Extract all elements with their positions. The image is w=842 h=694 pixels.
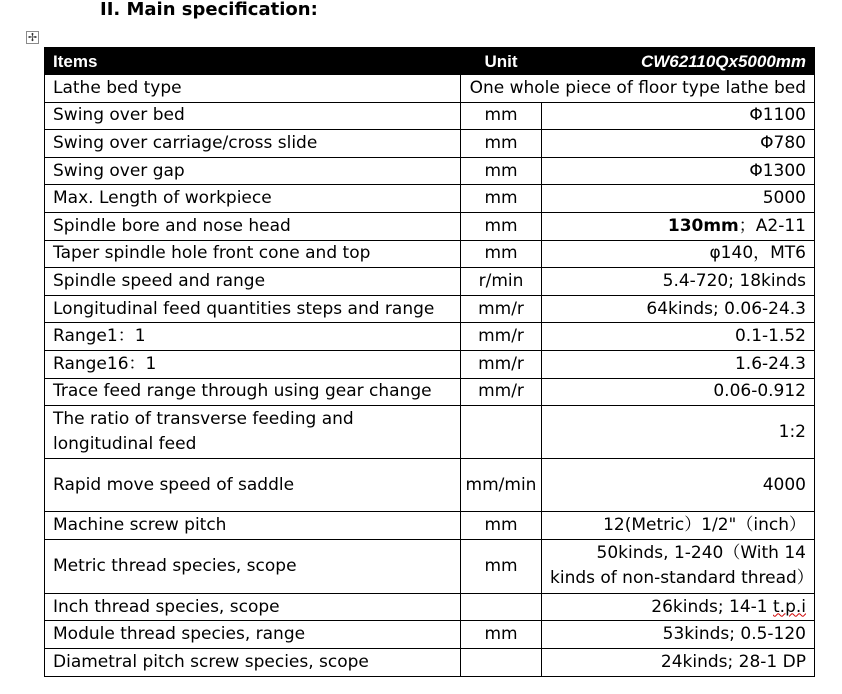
table-row <box>45 539 815 593</box>
table-move-handle-icon[interactable]: ✢ <box>27 31 38 44</box>
unit-cell: mm <box>461 102 542 130</box>
value-cell: 5000 <box>542 185 815 213</box>
unit-cell: mm <box>461 621 542 649</box>
item-cell: Rapid move speed of saddle <box>45 459 461 512</box>
value-cell: One whole piece of floor type lathe bed <box>461 75 815 103</box>
item-cell: Range1：1 <box>45 323 461 351</box>
unit-cell: mm <box>461 185 542 213</box>
specification-table <box>44 47 815 677</box>
unit-cell: mm <box>461 157 542 185</box>
table-row <box>45 350 815 378</box>
item-cell: Trace feed range through using gear change <box>45 378 461 406</box>
table-row <box>45 75 815 103</box>
table-row <box>45 157 815 185</box>
value-cell: 50kinds, 1-240（With 14 kinds of non-standard thread） <box>542 539 815 593</box>
unit-cell: mm <box>461 212 542 240</box>
unit-cell <box>461 406 542 459</box>
table-row <box>45 406 815 459</box>
table-row <box>45 268 815 296</box>
value-rest: ；A2-11 <box>738 215 806 236</box>
table-row <box>45 512 815 540</box>
table-row <box>45 295 815 323</box>
unit-cell: mm <box>461 512 542 540</box>
table-header-row <box>45 48 815 75</box>
unit-cell: mm <box>461 539 542 593</box>
item-cell: The ratio of transverse feeding and longitudinal feed <box>45 406 461 459</box>
value-cell: 1:2 <box>542 406 815 459</box>
item-cell: Metric thread species, scope <box>45 539 461 593</box>
value-cell: 12(Metric）1/2"（inch） <box>542 512 815 540</box>
table-row <box>45 621 815 649</box>
item-cell: Swing over carriage/cross slide <box>45 130 461 158</box>
value-text: 26kinds; 14-1 <box>651 596 773 617</box>
value-cell: 64kinds; 0.06-24.3 <box>542 295 815 323</box>
item-cell: Spindle bore and nose head <box>45 212 461 240</box>
table-row <box>45 185 815 213</box>
table-row <box>45 323 815 351</box>
item-cell: Module thread species, range <box>45 621 461 649</box>
item-cell: Machine screw pitch <box>45 512 461 540</box>
table-row <box>45 648 815 676</box>
header-items: Items <box>45 48 461 75</box>
value-cell: 24kinds; 28-1 DP <box>542 648 815 676</box>
value-cell: φ140，MT6 <box>542 240 815 268</box>
value-cell: 0.06-0.912 <box>542 378 815 406</box>
item-cell: Range16：1 <box>45 350 461 378</box>
header-unit: Unit <box>461 48 542 75</box>
value-cell: 0.1-1.52 <box>542 323 815 351</box>
unit-cell: mm/r <box>461 323 542 351</box>
item-cell: Longitudinal feed quantities steps and range <box>45 295 461 323</box>
value-cell: 4000 <box>542 459 815 512</box>
value-cell: 1.6-24.3 <box>542 350 815 378</box>
value-bold: 130mm <box>667 215 739 236</box>
unit-cell: mm/r <box>461 378 542 406</box>
unit-cell <box>461 648 542 676</box>
unit-cell: mm <box>461 130 542 158</box>
unit-cell: r/min <box>461 268 542 296</box>
item-cell: Diametral pitch screw species, scope <box>45 648 461 676</box>
value-cell: 5.4-720; 18kinds <box>542 268 815 296</box>
table-row <box>45 459 815 512</box>
unit-cell: mm/min <box>461 459 542 512</box>
item-cell: Inch thread species, scope <box>45 593 461 621</box>
item-cell: Taper spindle hole front cone and top <box>45 240 461 268</box>
header-model: CW62110Qx5000mm <box>542 48 815 75</box>
item-cell: Max. Length of workpiece <box>45 185 461 213</box>
unit-cell <box>461 593 542 621</box>
item-cell: Swing over bed <box>45 102 461 130</box>
table-row <box>45 102 815 130</box>
table-row <box>45 378 815 406</box>
unit-cell: mm/r <box>461 295 542 323</box>
table-row <box>45 130 815 158</box>
table-row <box>45 593 815 621</box>
value-cell <box>542 212 815 240</box>
item-cell: Lathe bed type <box>45 75 461 103</box>
value-cell: Φ780 <box>542 130 815 158</box>
unit-cell: mm/r <box>461 350 542 378</box>
unit-cell: mm <box>461 240 542 268</box>
section-heading: II. Main specification: <box>100 0 318 20</box>
value-cell: Φ1300 <box>542 157 815 185</box>
value-cell: Φ1100 <box>542 102 815 130</box>
item-cell: Spindle speed and range <box>45 268 461 296</box>
spellcheck-marked-text: t.p.i <box>773 596 806 617</box>
value-cell: 53kinds; 0.5-120 <box>542 621 815 649</box>
table-row <box>45 212 815 240</box>
table-row <box>45 240 815 268</box>
item-cell: Swing over gap <box>45 157 461 185</box>
value-cell <box>542 593 815 621</box>
